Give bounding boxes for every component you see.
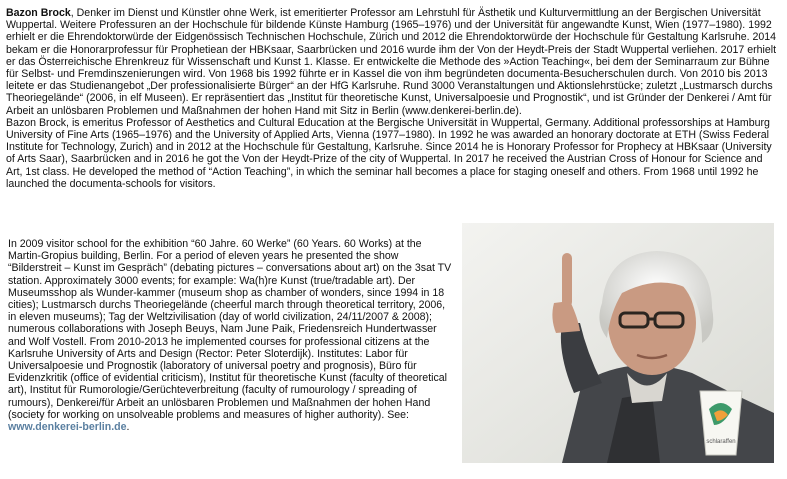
portrait-illustration: [462, 223, 774, 463]
cup: [700, 391, 742, 455]
bio-english-continued-text: In 2009 visitor school for the exhibition “60 Jahre. 60 Werke” (60 Years. 60 Works) at the Martin-Gropius building, Berlin. For a period of eleven years he presented the show “Bilderstreit – Kunst im Gespräch” (debating pictures – conversations about art) on the 3sat TV station. Approximately 3000 events; for example: Wa(h)re Kunst (true/tradable art). Der Museumsshop als Wunder-kammer (museum shop as chamber of wonders, since 1994 in 18 cities); Lustmarsch durchs Theoriegelände (cheerful march through theoretical territory, 2006, in eleven museums); Tag der Weltzivilisation (day of world civilization, 24/11/2007 & 2008); numerous collaborations with Joseph Beuys, Nam June Paik, Friedensreich Hundertwasser and Wolf Vostell. From 2010-2013 he implemented courses for professional citizens at the Karlsruhe University of Arts and Design (Rector: Peter Sloterdijk). Institutes: Labor für Universalpoesie und Prognostik (laboratory of universal poetry and prognosis), Büro für Evidenzkritik (office of evidential criticism), Institut für theoretische Kunst (faculty of theoretical art), Institut für Rumorologie/Gerüchteverbreitung (faculty of rumourology / spreading of rumours), Denkerei/für Arbeit an unlösbaren Problemen und Maßnahmen der hohen Hand (society for working on unsolveable problems and measures of higher authority). See:: [8, 238, 452, 421]
portrait-photo: [462, 223, 774, 463]
bio-top: [6, 7, 780, 190]
cup-label: schlaraffen: [706, 439, 736, 445]
bio-german-text: , Denker im Dienst und Künstler ohne Werk, ist emeritierter Professor am Lehrstuhl für Ästhetik und Kulturvermittlung an der Bergischen Universität Wuppertal. Weitere Professuren an der Hochschule für bildende Künste Hamburg (1965–1976) und der Universität für angewandte Kunst, Wien (1977–1980). 1992 erhielt er die Ehrendoktorwürde der Eidgenössisch Technischen Hochschule, Zürich und 2012 die Ehrendoktorwürde der Hochschule für Gestaltung Karlsruhe. 2014 bekam er die Honorarprofessur für Prophetiean der HBKsaar, Saarbrücken und 2016 wurde ihm der Von der Heydt-Preis der Stadt Wuppertal verliehen. 2017 erhielt er das Österreichische Ehrenkreuz für Wissenschaft und Kunst 1. Klasse. Er entwickelte die Methode des »Action Teaching«, bei dem der Seminarraum zur Bühne für Selbst- und Fremdinszenierungen wird. Von 1968 bis 1992 führte er in Kassel die von ihm begründeten documenta-Besucherschulen durch. Von 2010 bis 2013 leitete er das Studienangebot „Der professionalisierte Bürger“ an der HfG Karlsruhe. Rund 3000 Veranstaltungen und Aktionslehrstücke; zuletzt „Lustmarsch durchs Theoriegelände“ (2006, in elf Museen). Er repräsentiert das „Institut für theoretische Kunst, Universalpoesie und Prognostik“, und ist Gründer der Denkerei / Amt für Arbeit an unlösbaren Problemen und Maßnahmen der hohen Hand mit Sitz in Berlin (www.denkerei-berlin.de).: [6, 7, 777, 117]
bio-bottom: [8, 238, 452, 433]
bio-german: [6, 7, 780, 117]
author-name: Bazon Brock: [6, 7, 71, 19]
bio-english: Bazon Brock, is emeritus Professor of Aesthetics and Cultural Education at the Bergische Universität in Wuppertal, Germany. Additional professorships at Hamburg University of Fine Arts (1965–1976) and the University of Applied Arts, Vienna (1977–1980). In 1992 he was awarded an honorary doctorate at ETH (Swiss Federal Institute for Technology, Zurich) and in 2012 at the Hochschule für Gestaltung, Karlsruhe. Since 2014 he is Honorary Professor for Prophecy at HBKsaar (University of Arts Saar), Saarbrücken and in 2016 he got the Von der Heydt-Prize of the city of Wuppertal. In 2017 he received the Austrian Cross of Honour for Science and Art, 1st class. He developed the method of “Action Teaching”, in which the seminar hall becomes a place for staging oneself and others. From 1968 until 1992 he launched the documenta-schools for visitors.: [6, 116, 772, 190]
bio-english-continued: [8, 238, 452, 433]
bio-end-period: .: [126, 421, 130, 434]
denkerei-link[interactable]: www.denkerei-berlin.de: [8, 421, 127, 434]
